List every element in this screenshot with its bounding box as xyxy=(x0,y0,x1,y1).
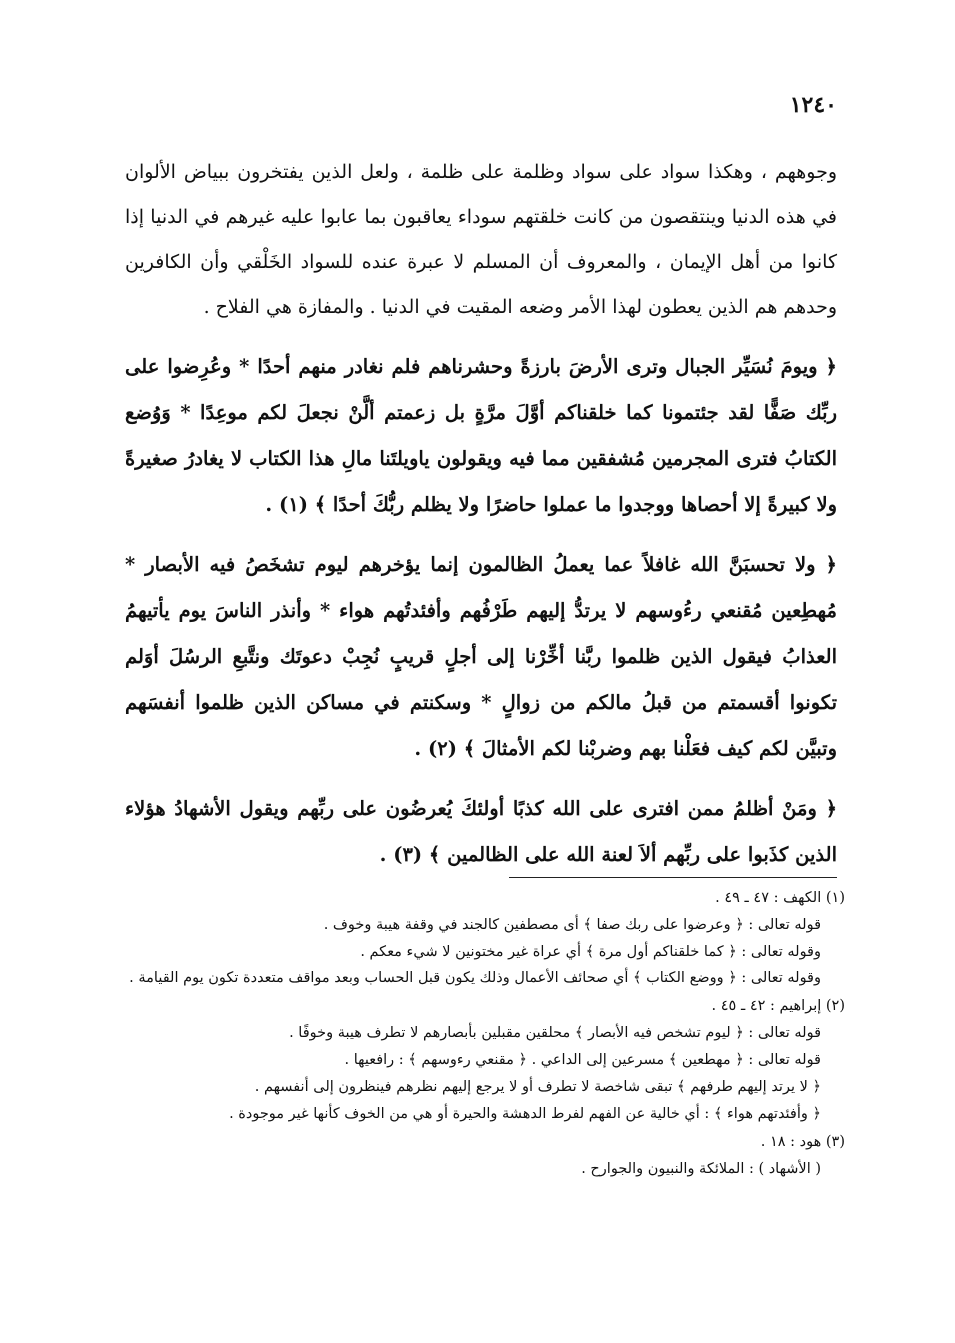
paragraph-commentary: وجوههم ، وهكذا سواد على سواد وظلمة على ظلمة ، ولعل الذين يفتخرون ببياض الألوان في هذه الدنيا وينتقصون من كانت خلقتهم سوداء يعاقبون بما عابوا عليه غيرهم في الدنيا إذا كانوا من أهل الإيمان ، والمعروف أن المسلم لا عبرة عنده للسواد الخَلْقي وأن الكافرين وحدهم هم الذين يعطون لهذا الأمر وضعه المقيت في الدنيا . والمفازة هي الفلاح . xyxy=(125,161,837,318)
paragraph-verse-ibrahim: ﴿ ولا تحسبَنَّ الله غافلاً عما يعملُ الظالمون إنما يؤخرهم ليوم تشخَصُ فيه الأبصار * مُهطِعين مُقنعي رءُوسهم لا يرتدُّ إليهم طَرْفُهم وأفئدتُهم هواء * وأنذر الناسَ يوم يأتيهمُ العذابُ فيقول الذين ظلموا ربَّنا أخِّرْنا إلى أجلٍ قريبٍ نُجِبْ دعوتَك ونتَّبعِ الرسُلَ أوَلم تكونوا أقسمتم من قبلُ مالكم من زوالٍ * وسكنتم في مساكن الذين ظلموا أنفسَهم وتبيَّن لكم كيف فعَلْنا بهم وضربْنا لكم الأمثالَ ﴾ (٢) . xyxy=(125,553,837,760)
footnote-line: قوله تعالى : ﴿ ليوم تشخص فيه الأبصار ﴾ محلقين مقبلين بأبصارهم لا تطرف هيبة وخوفًا . xyxy=(289,1025,821,1041)
footnotes xyxy=(120,884,845,1183)
footnote-heading: (٢) إبراهيم : ٤٢ ـ ٤٥ . xyxy=(711,998,845,1014)
footnote-1 xyxy=(120,884,845,990)
footnote-heading: (١) الكهف : ٤٧ ـ ٤٩ . xyxy=(715,890,845,906)
footnote-line: ﴿ وأفئدتهم هواء ﴾ : أي خالية عن الفهم لفرط الدهشة والحيرة أو هي من الخوف كأنها غير موجودة . xyxy=(229,1106,821,1122)
main-text xyxy=(125,150,837,892)
footnote-3 xyxy=(120,1128,845,1183)
paragraph-verse-hud: ﴿ ومَنْ أظلمُ ممن افترى على الله كذبًا أولئكَ يُعرضُون على ربِّهم ويقول الأشهادُ هؤلاء الذين كذَبوا على ربِّهم ألاَ لعنة الله على الظالمين ﴾ (٣) . xyxy=(125,797,837,866)
footnote-line: ﴿ لا يرتد إليهم طرفهم ﴾ تبقى شاخصة لا تطرف أو لا يرجع إليهم نظرهم فينظرون إلى أنفسهم . xyxy=(254,1079,821,1095)
footnote-2 xyxy=(120,992,845,1128)
footnote-divider xyxy=(509,877,837,878)
footnote-line: قوله تعالى : ﴿ وعرضوا على ربك صفا ﴾ أى مصطفين كالجند في وقفة هيبة وخوف . xyxy=(323,917,821,933)
footnote-line: قوله تعالى : ﴿ مهطعين ﴾ مسرعين إلى الداعي . ﴿ مقنعي رءوسهم ﴾ : رافعيها . xyxy=(344,1052,821,1068)
footnote-line: وقوله تعالى : ﴿ كما خلقناكم أول مرة ﴾ أي عراة غير مختونين لا شيء معكم . xyxy=(360,944,821,960)
footnote-heading: (٣) هود : ١٨ . xyxy=(760,1134,845,1150)
footnote-line: ( الأشهاد ) : الملائكة والنبيون والجوارح . xyxy=(581,1161,821,1177)
footnote-line: وقوله تعالى : ﴿ ووضع الكتاب ﴾ أي صحائف الأعمال وذلك يكون قبل الحساب وبعد مواقف متعددة تكون يوم القيامة . xyxy=(129,970,821,986)
page-number: ١٢٤٠ xyxy=(789,92,837,118)
paragraph-verse-kahf: ﴿ ويومَ نُسَيِّر الجبال وترى الأرضَ بارزةً وحشرناهم فلم نغادر منهم أحدًا * وعُرِضوا على ربِّك صَفًّا لقد جئتمونا كما خلقناكم أوَّلَ مرَّةٍ بل زعمتم ألَّنْ نجعلَ لكم موعِدًا * وَوُضع الكتابُ فترى المجرمين مُشفقين مما فيه ويقولون ياويلتَنا مالِ هذا الكتاب لا يغادرُ صغيرةً ولا كبيرةً إلا أحصاها ووجدوا ما عملوا حاضرًا ولا يظلم ربُّكَ أحدًا ﴾ (١) . xyxy=(125,355,837,516)
